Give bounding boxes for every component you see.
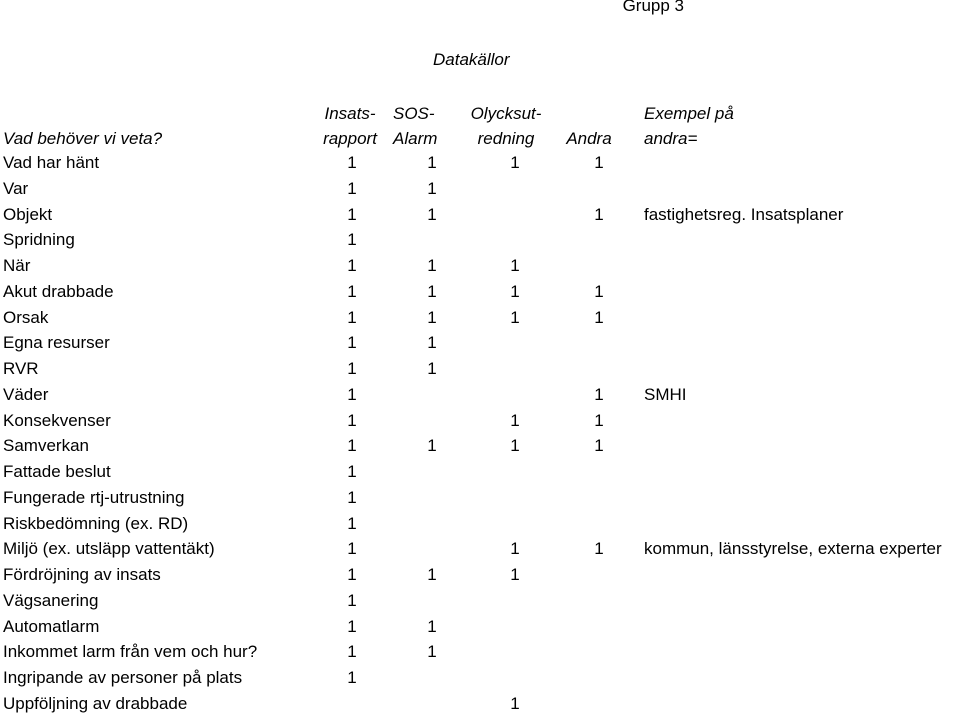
cell-insatsrapport: 1	[347, 359, 357, 378]
row-label: Automatlarm	[3, 616, 100, 636]
row-label: Spridning	[3, 230, 75, 250]
cell-insatsrapport: 1	[347, 256, 357, 275]
cell-insatsrapport: 1	[347, 178, 357, 198]
header-insatsrapport-line2: rapport	[323, 129, 377, 148]
cell-olycksutredning: 1	[510, 256, 520, 275]
group-label: Grupp 3	[622, 0, 684, 15]
table-row	[0, 639, 960, 665]
table-row	[0, 485, 960, 511]
header-andra: Andra	[566, 129, 612, 148]
cell-insatsrapport: 1	[347, 565, 357, 584]
cell-sos-alarm: 1	[427, 281, 437, 301]
cell-sos-alarm: 1	[427, 565, 437, 584]
table-row	[0, 176, 960, 202]
page-title: Datakällor	[433, 50, 510, 69]
row-label: Samverkan	[3, 436, 89, 456]
cell-sos-alarm: 1	[427, 642, 437, 662]
cell-olycksutredning: 1	[510, 565, 520, 584]
table-row	[0, 536, 960, 562]
cell-insatsrapport: 1	[347, 462, 357, 481]
cell-exempel: SMHI	[644, 384, 687, 404]
data-table	[0, 150, 960, 717]
table-row	[0, 562, 960, 588]
cell-insatsrapport: 1	[347, 590, 357, 610]
cell-andra: 1	[594, 384, 604, 404]
table-row	[0, 511, 960, 537]
cell-insatsrapport: 1	[347, 384, 357, 404]
row-label: Miljö (ex. utsläpp vattentäkt)	[3, 539, 215, 559]
table-row	[0, 433, 960, 459]
row-label: När	[3, 256, 31, 275]
cell-exempel: kommun, länsstyrelse, externa experter	[644, 539, 942, 559]
table-row	[0, 356, 960, 382]
cell-insatsrapport: 1	[347, 539, 357, 559]
cell-insatsrapport: 1	[347, 307, 357, 327]
table-row	[0, 279, 960, 305]
row-label: Uppföljning av drabbade	[3, 693, 188, 713]
cell-insatsrapport: 1	[347, 487, 357, 507]
row-label: Fungerade rtj-utrustning	[3, 487, 185, 507]
cell-exempel: fastighetsreg. Insatsplaner	[644, 204, 844, 224]
row-label: Inkommet larm från vem och hur?	[3, 642, 258, 662]
header-sos-line2: Alarm	[393, 129, 438, 148]
cell-olycksutredning: 1	[510, 410, 520, 430]
cell-olycksutredning: 1	[510, 539, 520, 559]
table-row	[0, 330, 960, 356]
header-olycksutredning-line2: redning	[477, 129, 535, 148]
cell-sos-alarm: 1	[427, 436, 437, 456]
header-olycksutredning-line1: Olycksut-	[470, 104, 542, 123]
row-label: Egna resurser	[3, 333, 110, 353]
row-label: Var	[3, 178, 29, 198]
header-olycksutredning	[466, 101, 546, 151]
header-insatsrapport	[310, 101, 390, 151]
header-exempel-line1: Exempel på	[644, 104, 734, 123]
row-label: Objekt	[3, 204, 53, 224]
cell-olycksutredning: 1	[510, 153, 520, 172]
row-label: Fördröjning av insats	[3, 565, 161, 584]
row-label: RVR	[3, 359, 39, 378]
table-row	[0, 614, 960, 640]
cell-olycksutredning: 1	[510, 436, 520, 456]
row-label: Fattade beslut	[3, 462, 111, 481]
row-label: Konsekvenser	[3, 410, 111, 430]
cell-insatsrapport: 1	[347, 668, 357, 687]
cell-olycksutredning: 1	[510, 281, 520, 301]
cell-olycksutredning: 1	[510, 307, 520, 327]
table-row	[0, 150, 960, 176]
row-label: Akut drabbade	[3, 281, 114, 301]
cell-andra: 1	[594, 436, 604, 456]
table-row	[0, 408, 960, 434]
table-row	[0, 691, 960, 717]
cell-insatsrapport: 1	[347, 513, 357, 533]
header-sos-alarm	[393, 101, 438, 151]
cell-insatsrapport: 1	[347, 642, 357, 662]
table-row	[0, 459, 960, 485]
row-label: Vad har hänt	[3, 153, 100, 172]
row-label: Ingripande av personer på plats	[3, 668, 243, 687]
row-label: Riskbedömning (ex. RD)	[3, 513, 189, 533]
cell-andra: 1	[594, 307, 604, 327]
cell-andra: 1	[594, 410, 604, 430]
cell-andra: 1	[594, 281, 604, 301]
cell-sos-alarm: 1	[427, 204, 437, 224]
row-label: Vägsanering	[3, 590, 99, 610]
cell-insatsrapport: 1	[347, 281, 357, 301]
cell-sos-alarm: 1	[427, 256, 437, 275]
cell-andra: 1	[594, 153, 604, 172]
cell-andra: 1	[594, 539, 604, 559]
header-insatsrapport-line1: Insats-	[324, 104, 376, 123]
cell-olycksutredning: 1	[510, 693, 520, 713]
cell-sos-alarm: 1	[427, 333, 437, 353]
cell-sos-alarm: 1	[427, 359, 437, 378]
table-row	[0, 227, 960, 253]
table-row	[0, 253, 960, 279]
table-row	[0, 382, 960, 408]
cell-sos-alarm: 1	[427, 616, 437, 636]
cell-sos-alarm: 1	[427, 178, 437, 198]
cell-insatsrapport: 1	[347, 410, 357, 430]
cell-insatsrapport: 1	[347, 204, 357, 224]
cell-andra: 1	[594, 204, 604, 224]
row-label: Väder	[3, 384, 49, 404]
cell-insatsrapport: 1	[347, 333, 357, 353]
cell-insatsrapport: 1	[347, 230, 357, 250]
row-label: Orsak	[3, 307, 49, 327]
header-question: Vad behöver vi veta?	[3, 129, 163, 148]
cell-insatsrapport: 1	[347, 153, 357, 172]
header-sos-line1: SOS-	[393, 104, 435, 123]
table-row	[0, 665, 960, 691]
table-row	[0, 202, 960, 228]
cell-sos-alarm: 1	[427, 307, 437, 327]
cell-insatsrapport: 1	[347, 436, 357, 456]
header-exempel-line2: andra=	[644, 129, 698, 148]
header-exempel	[644, 101, 734, 151]
cell-insatsrapport: 1	[347, 616, 357, 636]
table-row	[0, 588, 960, 614]
table-row	[0, 305, 960, 331]
cell-sos-alarm: 1	[427, 153, 437, 172]
